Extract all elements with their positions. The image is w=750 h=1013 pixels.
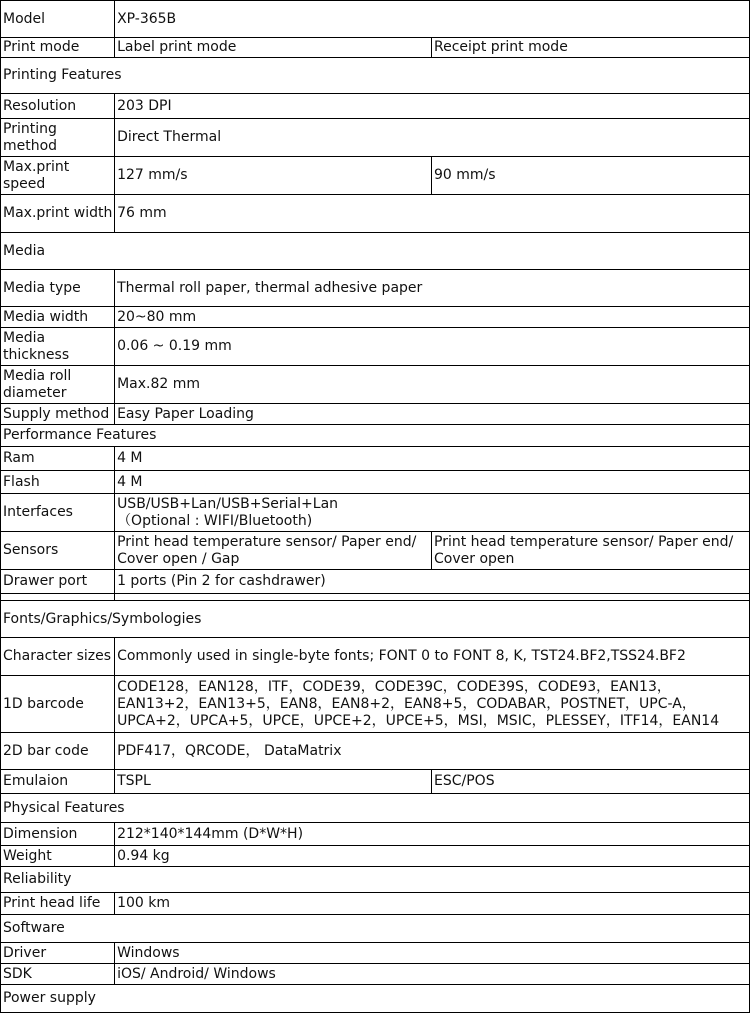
spec-value: Easy Paper Loading (115, 404, 750, 425)
spec-value: USB/USB+Lan/USB+Serial+Lan （Optional : WIFI/Bluetooth) (115, 494, 750, 532)
spec-row (1, 594, 750, 601)
spec-value: CODE128，EAN128，ITF，CODE39，CODE39C，CODE39S，CODE93，EAN13，EAN13+2，EAN13+5，EAN8，EAN8+2，EAN8+5，CODABAR，POSTNET，UPC-A，UPCA+2，UPCA+5，UPCE，UPCE+2，UPCE+5，MSI，MSIC，PLESSEY，ITF14，EAN14 (115, 676, 750, 733)
spec-row (1, 157, 750, 195)
spec-value-2: Print head temperature sensor/ Paper end/ Cover open (432, 532, 750, 570)
section-row (1, 867, 750, 893)
spec-label: Print mode (1, 38, 115, 58)
spec-value: 4 M (115, 471, 750, 494)
section-row (1, 425, 750, 447)
spec-label: Model (1, 1, 115, 38)
section-row (1, 601, 750, 638)
section-title: Reliability (1, 867, 750, 893)
spec-label: Driver (1, 943, 115, 964)
spec-value: 100 km (115, 893, 750, 915)
spec-value-2: 90 mm/s (432, 157, 750, 195)
spec-row (1, 119, 750, 157)
spec-row (1, 638, 750, 676)
spec-value: Max.82 mm (115, 366, 750, 404)
section-row (1, 985, 750, 1013)
spec-row (1, 270, 750, 307)
spec-label: 1D barcode (1, 676, 115, 733)
spec-value: 212*140*144mm (D*W*H) (115, 823, 750, 846)
spec-row (1, 570, 750, 594)
section-title: Media (1, 233, 750, 270)
spec-label: Dimension (1, 823, 115, 846)
spec-row (1, 846, 750, 867)
spec-label: Emulaion (1, 770, 115, 794)
spec-row (1, 532, 750, 570)
spec-value: TSPL (115, 770, 432, 794)
spec-row (1, 447, 750, 471)
spec-row (1, 943, 750, 964)
spec-label: Supply method (1, 404, 115, 425)
spec-label (1, 594, 115, 601)
section-row (1, 58, 750, 94)
spec-value-2: ESC/POS (432, 770, 750, 794)
section-title: Printing Features (1, 58, 750, 94)
spec-value: 0.94 kg (115, 846, 750, 867)
spec-value: Commonly used in single-byte fonts; FONT 0 to FONT 8, K, TST24.BF2,TSS24.BF2 (115, 638, 750, 676)
spec-row (1, 38, 750, 58)
spec-row (1, 94, 750, 119)
spec-label: Character sizes (1, 638, 115, 676)
spec-label: Drawer port (1, 570, 115, 594)
spec-label: Flash (1, 471, 115, 494)
spec-value: 127 mm/s (115, 157, 432, 195)
section-title: Software (1, 915, 750, 943)
spec-value: iOS/ Android/ Windows (115, 964, 750, 985)
spec-label: 2D bar code (1, 733, 115, 770)
spec-label: Max.print width (1, 195, 115, 233)
spec-row (1, 770, 750, 794)
spec-value: Print head temperature sensor/ Paper end/ Cover open / Gap (115, 532, 432, 570)
spec-value: Windows (115, 943, 750, 964)
spec-value: 76 mm (115, 195, 750, 233)
spec-label: Ram (1, 447, 115, 471)
spec-value: Direct Thermal (115, 119, 750, 157)
spec-table-body (1, 1, 750, 1013)
section-row (1, 233, 750, 270)
spec-label: Interfaces (1, 494, 115, 532)
section-title: Power supply (1, 985, 750, 1013)
spec-value-2: Receipt print mode (432, 38, 750, 58)
spec-label: Media roll diameter (1, 366, 115, 404)
section-row (1, 794, 750, 823)
spec-label: Max.print speed (1, 157, 115, 195)
spec-label: Sensors (1, 532, 115, 570)
spec-label: Weight (1, 846, 115, 867)
spec-value: XP-365B (115, 1, 750, 38)
section-title: Fonts/Graphics/Symbologies (1, 601, 750, 638)
section-row (1, 915, 750, 943)
section-title: Performance Features (1, 425, 750, 447)
spec-value: PDF417，QRCODE， DataMatrix (115, 733, 750, 770)
spec-label: Media thickness (1, 328, 115, 366)
spec-label: Media type (1, 270, 115, 307)
spec-row (1, 195, 750, 233)
spec-row (1, 676, 750, 733)
spec-label: Printing method (1, 119, 115, 157)
spec-row (1, 823, 750, 846)
spec-value (115, 594, 750, 601)
spec-value: 4 M (115, 447, 750, 471)
spec-value: 1 ports (Pin 2 for cashdrawer) (115, 570, 750, 594)
spec-label: SDK (1, 964, 115, 985)
spec-row (1, 366, 750, 404)
spec-row (1, 733, 750, 770)
spec-row (1, 307, 750, 328)
spec-row (1, 964, 750, 985)
spec-label: Print head life (1, 893, 115, 915)
spec-value: Thermal roll paper, thermal adhesive paper (115, 270, 750, 307)
spec-row (1, 404, 750, 425)
spec-row (1, 494, 750, 532)
spec-value: Label print mode (115, 38, 432, 58)
spec-row (1, 328, 750, 366)
spec-value: 0.06 ~ 0.19 mm (115, 328, 750, 366)
spec-label: Media width (1, 307, 115, 328)
spec-row (1, 1, 750, 38)
spec-value: 203 DPI (115, 94, 750, 119)
spec-label: Resolution (1, 94, 115, 119)
spec-row (1, 471, 750, 494)
spec-value: 20~80 mm (115, 307, 750, 328)
spec-row (1, 893, 750, 915)
section-title: Physical Features (1, 794, 750, 823)
